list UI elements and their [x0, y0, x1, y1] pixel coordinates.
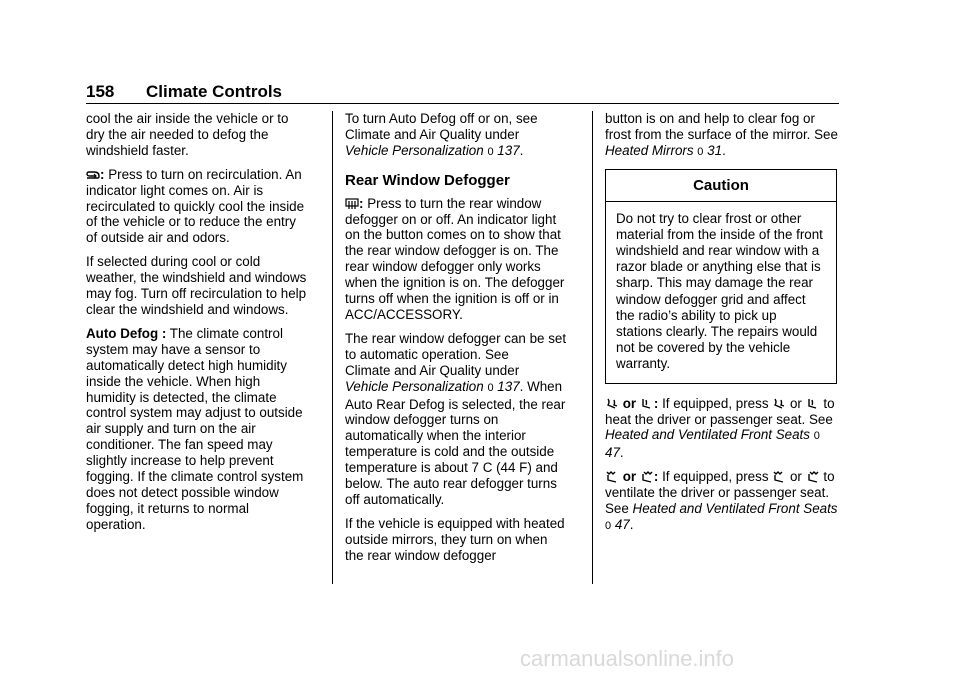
- rear-defog-paragraph: [345, 196, 567, 323]
- page-ref-arrow: 0: [487, 145, 494, 158]
- ventilated-seat-icon: [806, 471, 820, 483]
- caution-title: Caution: [606, 170, 836, 202]
- paragraph: [605, 111, 840, 161]
- heated-seat-paragraph: [605, 396, 840, 462]
- auto-defog-paragraph: [86, 326, 308, 533]
- page-ref[interactable]: 31: [707, 142, 723, 158]
- or-text: or: [622, 469, 637, 485]
- ventilated-seat-icon: [772, 471, 786, 483]
- text: or: [786, 395, 806, 411]
- paragraph: cool the air inside the vehicle or to dry the air needed to defog the windshield faster.: [86, 111, 289, 158]
- ventilated-seat-icon: [605, 471, 619, 483]
- watermark: carmanualsonline.info: [520, 646, 735, 671]
- recirculation-paragraph: [86, 167, 308, 247]
- recirculation-label: :: [100, 166, 105, 182]
- rear-defog-text: Press to turn the rear window defogger on or off. An indicator light on the button comes on to show that the rear window defogger is on. The rear window defogger only works when the ignition is on. The defogger turns off when the ignition is off or in ACC/ACCESSORY.: [345, 195, 565, 322]
- paragraph: [345, 331, 567, 508]
- auto-defog-text: The climate control system may have a sensor to automatically detect high humidity inside the vehicle. When high humidity is detected, the climate control system may adjust to outside air supply and turn on the air conditioner. The fan speed may slightly increase to help prevent fogging. If the climate control system does not detect possible window fogging, it returns to normal operation.: [86, 325, 304, 532]
- text: .: [722, 142, 726, 158]
- paragraph: If selected during cool or cold weather, the windshield and windows may fog. Turn off recirculation to help clear the windshield and windows.: [86, 254, 307, 317]
- text: The rear window defogger can be set to automatic operation. See: [345, 330, 567, 362]
- text: .: [629, 517, 634, 532]
- text: . When Auto Rear Defog is selected, the rear window defogger turns on automatically when the interior temperature is cold and the outside temperature is about 7 C (44 F) and below. The auto rear defogger turns off automatically.: [345, 378, 566, 507]
- text: or: [786, 469, 806, 485]
- rear-defog-icon: [345, 198, 359, 210]
- page-number: 158: [86, 82, 115, 101]
- text: .: [519, 142, 524, 158]
- cross-reference-link[interactable]: Heated and Ventilated Front Seats: [605, 427, 810, 443]
- heated-seat-icon: [806, 398, 820, 410]
- text: Climate and Air Quality under: [345, 126, 520, 142]
- page-ref[interactable]: 47: [614, 517, 630, 532]
- text: Climate and Air Quality under: [345, 362, 520, 378]
- text: button is on and help to clear fog or frost from the surface of the mirror. See: [605, 111, 838, 142]
- label-colon: :: [653, 469, 659, 485]
- rear-defogger-heading: Rear Window Defogger: [345, 171, 510, 189]
- recirculation-icon: [86, 169, 100, 181]
- rear-defog-label: :: [359, 195, 364, 211]
- page-ref-arrow: 0: [605, 520, 612, 532]
- page-ref[interactable]: 47: [605, 445, 620, 461]
- text: If equipped, press: [658, 395, 773, 411]
- cross-reference-link[interactable]: Heated and Ventilated Front Seats: [632, 501, 838, 517]
- caution-body: Do not try to clear frost or other material from the inside of the front windshield and rear window with a razor blade or anything else that is sharp. This may damage the rear window defogger grid and affect the radio’s ability to pick up stations clearly. The repairs would not be covered by the vehicle warranty.: [616, 210, 823, 372]
- text: To turn Auto Defog off or on, see: [345, 111, 538, 126]
- auto-defog-label: Auto Defog :: [86, 325, 167, 341]
- text: to ventilate the driver or passenger seat. See: [605, 469, 835, 517]
- page-ref-arrow: 0: [813, 430, 820, 443]
- heated-seat-icon: [772, 398, 786, 410]
- column-1: [86, 111, 308, 541]
- heated-seat-icon: [640, 398, 654, 410]
- section-title: Climate Controls: [146, 82, 283, 101]
- column-divider: [592, 111, 593, 584]
- page-ref[interactable]: 137: [497, 142, 520, 158]
- column-2: [345, 111, 567, 572]
- text: to heat the driver or passenger seat. See: [605, 395, 835, 427]
- column-divider: [332, 111, 333, 584]
- page-ref-arrow: 0: [697, 145, 704, 158]
- cross-reference-link[interactable]: Vehicle Personalization: [345, 142, 484, 158]
- cross-reference-link[interactable]: Heated Mirrors: [605, 142, 694, 158]
- heated-seat-icon: [605, 398, 619, 410]
- page-ref[interactable]: 137: [497, 378, 520, 394]
- ventilated-seat-icon: [640, 471, 654, 483]
- column-3: [605, 111, 840, 543]
- text: If equipped, press: [658, 469, 773, 485]
- or-text: or: [622, 395, 637, 411]
- paragraph: [345, 111, 567, 161]
- label-colon: :: [653, 395, 659, 411]
- caution-box: [605, 169, 837, 384]
- text: .: [619, 445, 624, 461]
- cross-reference-link[interactable]: Vehicle Personalization: [345, 378, 484, 394]
- paragraph: If the vehicle is equipped with heated outside mirrors, they turn on when the rear window defogger: [345, 515, 565, 563]
- recirculation-text: Press to turn on recirculation. An indicator light comes on. Air is recirculated to quickly cool the inside of the vehicle or to reduce the entry of outside air and odors.: [86, 166, 305, 246]
- ventilated-seat-paragraph: [605, 469, 840, 535]
- header-rule: [86, 103, 839, 104]
- page-ref-arrow: 0: [487, 381, 494, 394]
